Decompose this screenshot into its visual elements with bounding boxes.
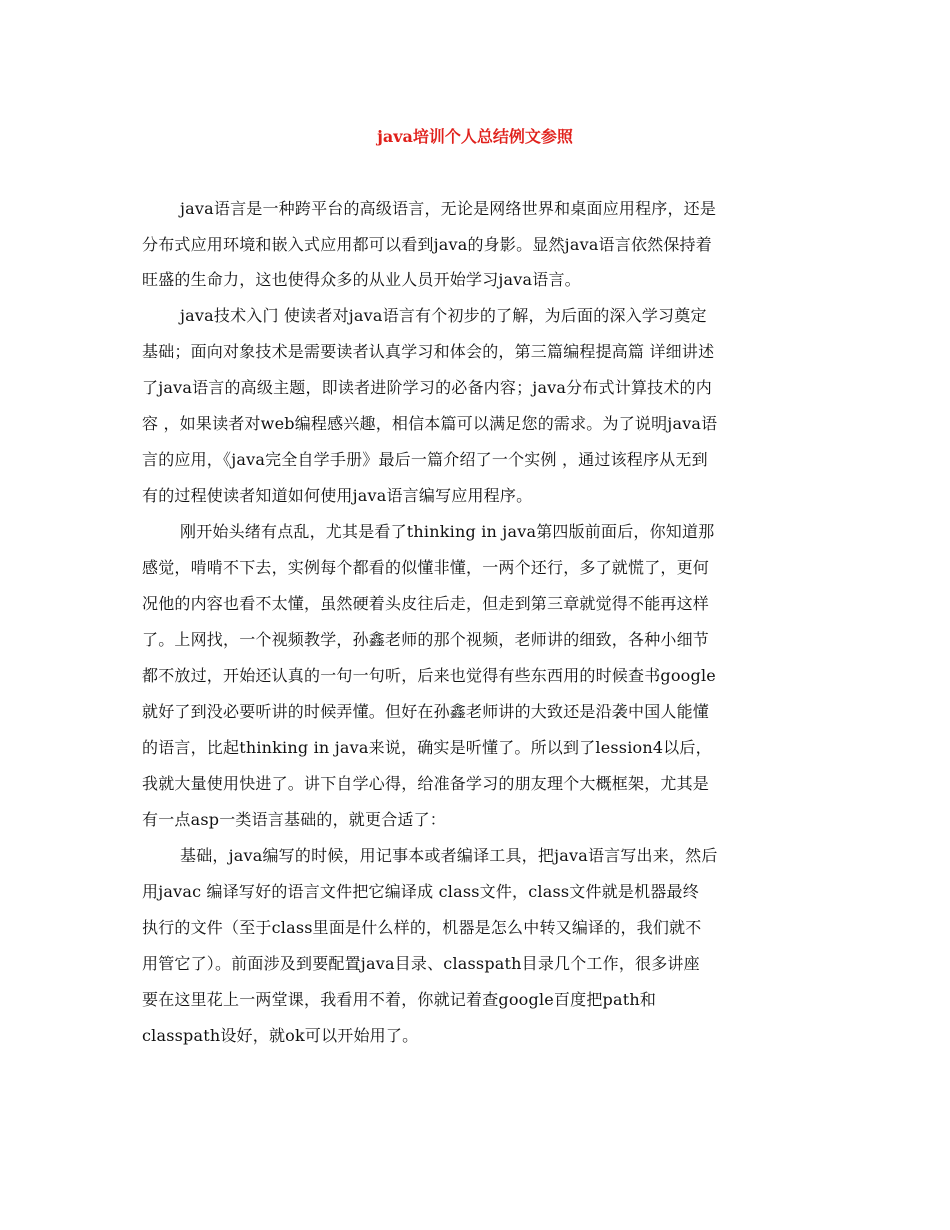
paragraph-line: 的语言，比起thinking in java来说，确实是听懂了。所以到了lession4以后， (142, 738, 712, 757)
paragraph-line: 用javac 编译写好的语言文件把它编译成 class文件，class文件就是机器最终 (142, 882, 699, 901)
paragraph-line: 言的应用，《java完全自学手册》最后一篇介绍了一个实例 ，通过该程序从无到 (142, 450, 708, 469)
paragraph-line: 有一点asp一类语言基础的，就更合适了： (142, 810, 446, 829)
paragraph-line: classpath设好，就ok可以开始用了。 (142, 1026, 419, 1045)
paragraph-line: java语言是一种跨平台的高级语言，无论是网络世界和桌面应用程序，还是 (180, 199, 717, 218)
paragraph-line: 了。上网找，一个视频教学，孙鑫老师的那个视频，老师讲的细致，各种小细节 (142, 630, 710, 649)
paragraph-line: 执行的文件（至于class里面是什么样的，机器是怎么中转又编译的，我们就不 (142, 918, 702, 937)
paragraph-line: 用管它了）。前面涉及到要配置java目录、classpath目录几个工作，很多讲座 (142, 954, 700, 973)
paragraph-line: 有的过程使读者知道如何使用java语言编写应用程序。 (142, 486, 533, 505)
paragraph-line: 我就大量使用快进了。讲下自学心得，给准备学习的朋友理个大概框架，尤其是 (142, 774, 710, 793)
paragraph-line: 分布式应用环境和嵌入式应用都可以看到java的身影。显然java语言依然保持着 (142, 235, 712, 254)
paragraph-line: 基础，java编写的时候，用记事本或者编译工具，把java语言写出来，然后 (180, 846, 718, 865)
paragraph-line: 刚开始头绪有点乱，尤其是看了thinking in java第四版前面后，你知道那 (180, 522, 715, 541)
paragraph-line: 况他的内容也看不太懂，虽然硬着头皮往后走，但走到第三章就觉得不能再这样 (142, 594, 710, 613)
paragraph-line: java技术入门 使读者对java语言有个初步的了解，为后面的深入学习奠定 (180, 306, 707, 325)
paragraph-line: 旺盛的生命力，这也使得众多的从业人员开始学习java语言。 (142, 270, 581, 289)
paragraph-line: 都不放过，开始还认真的一句一句听，后来也觉得有些东西用的时候查书google (142, 666, 716, 685)
paragraph-line: 就好了到没必要听讲的时候弄懂。但好在孙鑫老师讲的大致还是沿袭中国人能懂 (142, 702, 710, 721)
paragraph-line: 了java语言的高级主题，即读者进阶学习的必备内容；java分布式计算技术的内 (142, 378, 712, 397)
document-title: java培训个人总结例文参照 (377, 127, 573, 146)
paragraph-line: 感觉，啃啃不下去，实例每个都看的似懂非懂，一两个还行，多了就慌了，更何 (142, 558, 710, 577)
paragraph-line: 要在这里花上一两堂课，我看用不着，你就记着查google百度把path和 (142, 990, 657, 1009)
paragraph-line: 基础；面向对象技术是需要读者认真学习和体会的，第三篇编程提高篇 详细讲述 (142, 342, 715, 361)
paragraph-line: 容 ，如果读者对web编程感兴趣，相信本篇可以满足您的需求。为了说明java语 (142, 414, 718, 433)
